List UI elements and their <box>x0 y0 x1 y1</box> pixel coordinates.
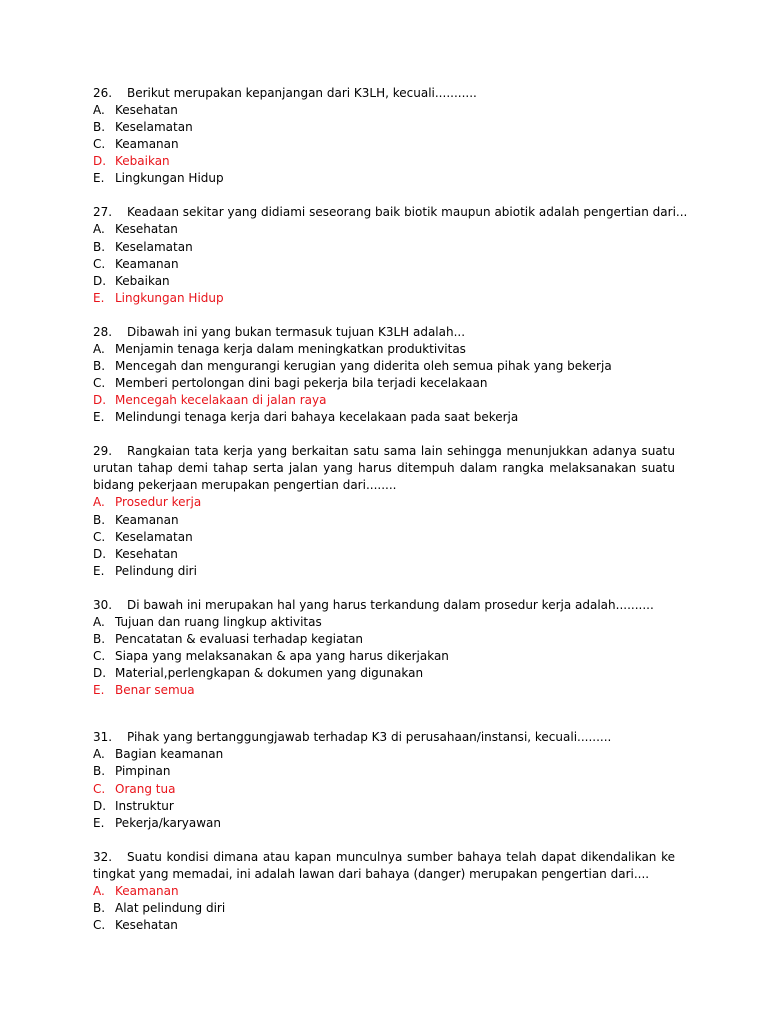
question-number: 30. <box>93 597 113 612</box>
option-c: C. Keselamatan <box>93 529 193 544</box>
option-b: B. Keselamatan <box>93 120 193 135</box>
question-number: 26. <box>93 86 113 100</box>
option-a: A. Bagian keamanan <box>93 747 224 762</box>
option-b: B. Pencatatan & evaluasi terhadap kegiatan <box>93 631 364 646</box>
option-c: C. Keamanan <box>93 256 179 271</box>
option-d: D. Kesehatan <box>93 546 178 561</box>
question-26 <box>93 85 675 187</box>
option-d: D. Kebaikan <box>93 273 170 288</box>
question-31 <box>93 729 675 831</box>
question-stem <box>93 729 675 746</box>
question-stem <box>93 849 675 883</box>
option-e: E. Melindungi tenaga kerja dari bahaya kecelakaan pada saat bekerja <box>93 410 519 425</box>
question-stem <box>93 85 675 102</box>
question-27 <box>93 204 688 306</box>
question-text: Di bawah ini merupakan hal yang harus terkandung dalam prosedur kerja adalah.......... <box>127 597 654 612</box>
option-e: E. Pekerja/karyawan <box>93 815 222 830</box>
option-e: E. Lingkungan Hidup <box>93 171 224 186</box>
question-text: Rangkaian tata kerja yang berkaitan satu sama lain sehingga menunjukkan adanya suatu urutan tahap demi tahap serta jalan yang harus ditempuh dalam rangka melaksanakan suatu bidang pekerjaan merupakan pengertian dari........ <box>93 444 675 493</box>
option-a: A. Kesehatan <box>93 103 178 117</box>
option-d: D. Material,perlengkapan & dokumen yang digunakan <box>93 666 424 681</box>
question-text: Keadaan sekitar yang didiami seseorang baik biotik maupun abiotik adalah pengertian dari... <box>127 205 688 220</box>
option-a: A. Kesehatan <box>93 222 178 237</box>
option-d-correct-answer: D. Kebaikan <box>93 154 170 169</box>
question-number: 31. <box>93 730 113 745</box>
question-32 <box>93 849 675 934</box>
option-a-correct-answer: A. Prosedur kerja <box>93 495 202 510</box>
exam-page <box>93 85 688 951</box>
question-text: Berikut merupakan kepanjangan dari K3LH, kecuali........... <box>127 86 477 100</box>
option-b: B. Keselamatan <box>93 239 193 254</box>
option-a: A. Tujuan dan ruang lingkup aktivitas <box>93 614 322 629</box>
option-c: C. Kesehatan <box>93 918 178 932</box>
option-e: E. Pelindung diri <box>93 563 197 578</box>
question-stem <box>93 597 675 614</box>
option-d: D. Instruktur <box>93 798 174 813</box>
option-a: A. Menjamin tenaga kerja dalam meningkatkan produktivitas <box>93 341 466 356</box>
option-e-correct-answer: E. Lingkungan Hidup <box>93 290 224 305</box>
option-d-correct-answer: D. Mencegah kecelakaan di jalan raya <box>93 393 327 408</box>
option-b: B. Keamanan <box>93 512 179 527</box>
question-stem <box>93 443 675 494</box>
option-c: C. Memberi pertolongan dini bagi pekerja bila terjadi kecelakaan <box>93 376 488 391</box>
question-number: 27. <box>93 205 113 220</box>
option-c-correct-answer: C. Orang tua <box>93 781 176 796</box>
option-b: B. Mencegah dan mengurangi kerugian yang diderita oleh semua pihak yang bekerja <box>93 359 612 374</box>
option-e-correct-answer: E. Benar semua <box>93 683 195 698</box>
question-number: 29. <box>93 444 113 459</box>
option-c: C. Keamanan <box>93 137 179 152</box>
question-text: Dibawah ini yang bukan termasuk tujuan K3LH adalah... <box>127 324 466 339</box>
question-text: Suatu kondisi dimana atau kapan munculnya sumber bahaya telah dapat dikendalikan ke tingkat yang memadai, ini adalah lawan dari bahaya (danger) merupakan pengertian dari.... <box>93 849 675 881</box>
question-text: Pihak yang bertanggungjawab terhadap K3 di perusahaan/instansi, kecuali......... <box>127 730 612 745</box>
question-28 <box>93 324 675 426</box>
question-29 <box>93 443 675 579</box>
option-b: B. Alat pelindung diri <box>93 900 226 915</box>
option-a-correct-answer: A. Keamanan <box>93 883 179 898</box>
question-30 <box>93 597 675 699</box>
option-b: B. Pimpinan <box>93 764 171 779</box>
question-number: 28. <box>93 324 113 339</box>
question-stem <box>93 204 688 221</box>
option-c: C. Siapa yang melaksanakan & apa yang harus dikerjakan <box>93 649 449 664</box>
question-number: 32. <box>93 849 113 864</box>
question-stem <box>93 324 675 341</box>
